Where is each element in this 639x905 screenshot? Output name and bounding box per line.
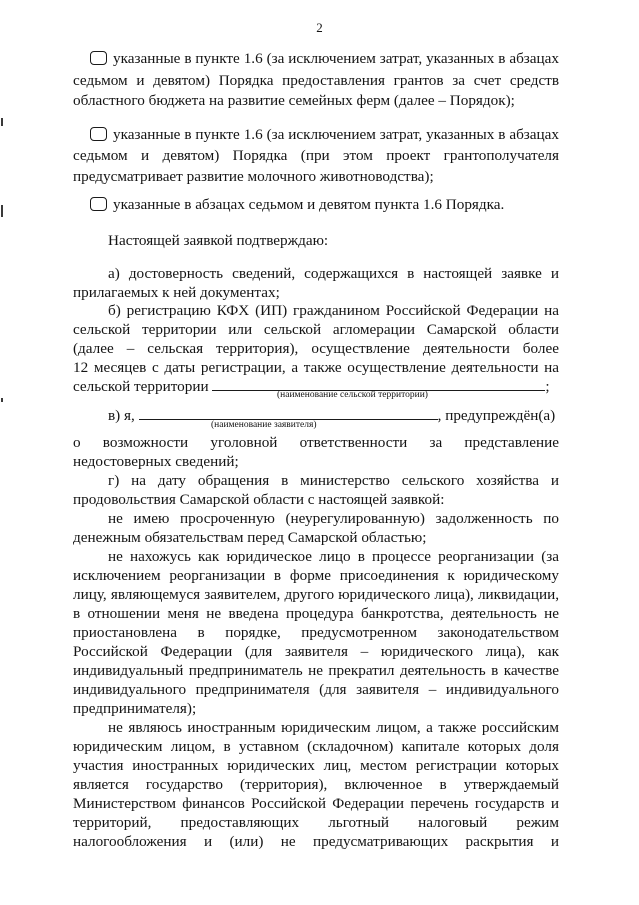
g1-line: денежным обязательствам перед Самарской областью; (73, 529, 427, 546)
g2-line: Российской Федерации (для заявителя – юридического лица), как (73, 643, 559, 660)
option-line: указанные в пункте 1.6 (за исключением затрат, указанных в абзацах (90, 50, 559, 67)
option-line: седьмом и девятом) Порядка предоставления грантов за счет средств (73, 72, 559, 89)
g3-line: юридическим лицом, в уставном (складочном) капитале которых доля (73, 738, 559, 755)
territory-caption: (наименование сельской территории) (277, 390, 428, 400)
g3-line: территорий, предоставляющих льготный налоговый режим (73, 814, 559, 831)
scan-margin-mark (1, 398, 3, 402)
item-g-line: г) на дату обращения в министерство сельского хозяйства и (108, 472, 559, 489)
g2-line: исключением реорганизации в форме присоединения к юридическому (73, 567, 559, 584)
option-line: указанные в абзацах седьмом и девятом пункта 1.6 Порядка. (90, 196, 576, 213)
g1-line: не имею просроченную (неурегулированную) задолженность по (108, 510, 559, 527)
page-number: 2 (316, 20, 323, 35)
item-v-line: в) я, , предупреждён(а) (108, 407, 556, 424)
applicant-caption: (наименование заявителя) (211, 420, 317, 430)
item-b-line: 12 месяцев с даты регистрации, а также осуществление деятельности на (73, 359, 559, 376)
item-v-line: о возможности уголовной ответственности за представление (73, 434, 559, 451)
item-b-line: (далее – сельская территория), осуществление деятельности более (73, 340, 559, 357)
item-b-line: б) регистрацию КФХ (ИП) гражданином Российской Федерации на (108, 302, 559, 319)
option-checkbox[interactable] (90, 197, 107, 211)
g2-line: не нахожусь как юридическое лицо в процессе реорганизации (за (108, 548, 559, 565)
item-b-line: сельской территории или сельской агломерации Самарской области (73, 321, 559, 338)
scan-margin-mark (1, 205, 3, 217)
g2-line: приостановлена в порядке, предусмотренном законодательством (73, 624, 559, 641)
option-line: седьмом и девятом) Порядка (при этом проект грантополучателя (73, 147, 559, 164)
g2-line: индивидуального предпринимателя (для заявителя – индивидуального (73, 681, 559, 698)
g2-line: предпринимателя); (73, 700, 197, 717)
option-line: предусматривает развитие молочного животноводства); (73, 168, 434, 185)
g3-line: участия иностранных юридических лиц, местом регистрации которых (73, 757, 559, 774)
item-b-line: сельской территории ; (73, 378, 550, 395)
applicant-name-field[interactable] (139, 406, 438, 420)
item-g-line: продовольствия Самарской области с настоящей заявкой: (73, 491, 445, 508)
g3-line: Министерством финансов Российской Федерации перечень государств и (73, 795, 559, 812)
territory-field[interactable] (212, 377, 545, 391)
option-checkbox[interactable] (90, 127, 107, 141)
g2-line: лицу, являющемуся заявителем, другого юридического лица), ликвидации, (73, 586, 559, 603)
g3-line: является государство (территория), включенное в утверждаемый (73, 776, 559, 793)
confirm-heading: Настоящей заявкой подтверждаю: (108, 232, 329, 249)
g2-line: индивидуальный предприниматель не прекратил деятельность в качестве (73, 662, 559, 679)
option-checkbox[interactable] (90, 51, 107, 65)
g3-line: налогообложения и (или) не предусматривающих раскрытия и (73, 833, 559, 850)
g2-line: в отношении меня не введена процедура банкротства, деятельность не (73, 605, 559, 622)
option-line: областного бюджета на развитие семейных ферм (далее – Порядок); (73, 92, 515, 109)
item-v-line: недостоверных сведений; (73, 453, 239, 470)
item-a-line: прилагаемых к ней документах; (73, 284, 280, 301)
item-a-line: а) достоверность сведений, содержащихся в настоящей заявке и (108, 265, 559, 282)
option-line: указанные в пункте 1.6 (за исключением затрат, указанных в абзацах (90, 126, 559, 143)
scan-margin-mark (1, 118, 3, 126)
g3-line: не являюсь иностранным юридическим лицом, а также российским (108, 719, 559, 736)
